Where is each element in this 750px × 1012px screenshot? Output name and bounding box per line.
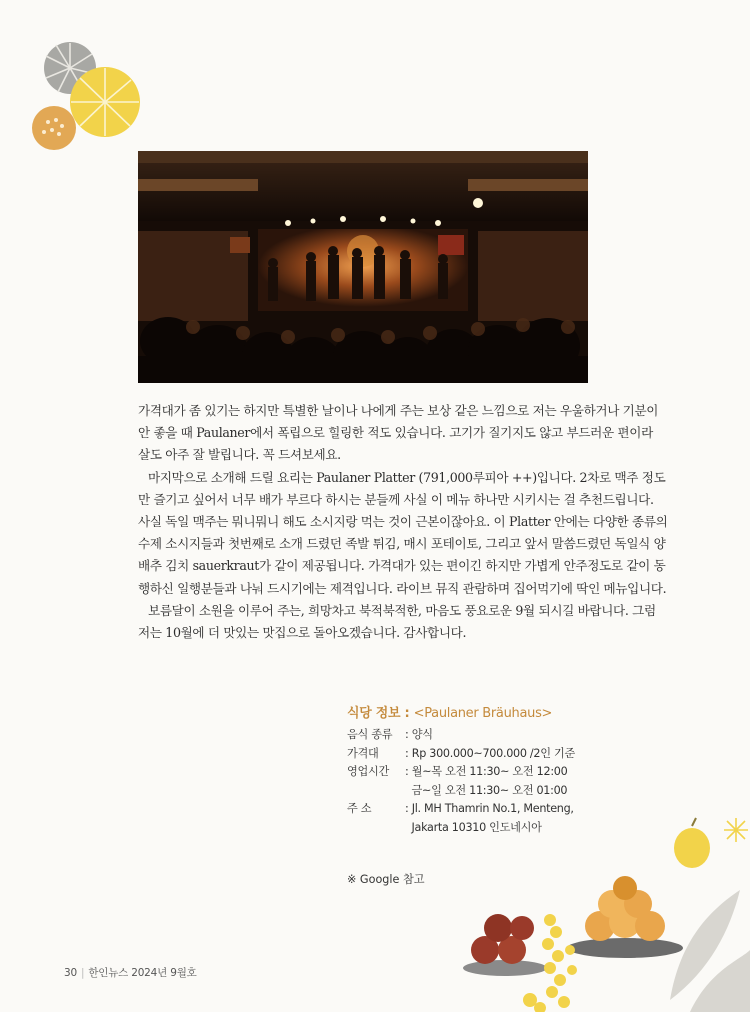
sausage-balls-icon — [463, 914, 547, 976]
page-number: 30 — [64, 967, 77, 979]
info-value: 금~일 오전 11:30~ 오전 01:00 — [405, 783, 568, 797]
info-value: : 월~목 오전 11:30~ 오전 12:00 — [405, 765, 568, 778]
page-footer — [64, 965, 197, 980]
leaf-icon — [670, 890, 750, 1012]
restaurant-info-title — [347, 702, 647, 721]
article-paragraph: 보름달이 소원을 이루어 주는, 희망차고 북적북적한, 마음도 풍요로운 9월 되시길 바랍니다. 그럼 저는 10월에 더 맛있는 맛집으로 돌아오겠습니다. 감사합니다. — [138, 602, 656, 641]
lemon-icon — [674, 818, 710, 868]
decorative-flowers-illustration — [28, 40, 148, 160]
info-row-cuisine — [347, 726, 647, 745]
footer-divider: | — [80, 967, 85, 979]
yellow-flower-icon — [70, 67, 140, 137]
restaurant-name: <Paulaner Bräuhaus> — [413, 706, 553, 721]
info-value: : 양식 — [405, 728, 433, 741]
article-body — [138, 400, 668, 644]
info-value: : Rp 300.000~700.000 /2인 기준 — [405, 746, 575, 760]
info-row-hours-weekend — [347, 782, 647, 801]
info-row-hours — [347, 763, 647, 782]
orange-flower-icon — [32, 106, 76, 150]
info-row-price — [347, 745, 647, 764]
article-paragraph: 마지막으로 소개해 드릴 요리는 Paulaner Platter (791,000루피아 ++)입니다. 2차로 맥주 정도만 즐기고 싶어서 너무 배가 부르다 하시는 분들께 사실 이 메뉴 하나만 시키시는 걸 추천드립니다. 사실 독일 맥주는 뭐니뭐니 해도 소시지랑 먹는 것이 근본이잖아요. 이 Platter 안에는 다양한 종류의 수제 소시지들과 첫번째로 소개 드렸던 족발 튀김, 매시 포테이토, 그리고 앞서 말씀드렸던 독일식 양배추 김치 sauerkraut가 같이 제공됩니다. 가격대가 있는 편이긴 하지만 가볍게 안주정도로 같이 동행하신 일행분들과 나눠 드시기에는 제격입니다. 라이브 뮤직 관람하며 집어먹기에 딱인 메뉴입니다. — [138, 469, 668, 596]
info-key: 주 소 — [347, 802, 372, 815]
info-value: : Jl. MH Thamrin No.1, Menteng, — [405, 802, 574, 815]
publication-title: 한인뉴스 2024년 9월호 — [88, 967, 197, 979]
info-key: 가격대 — [347, 746, 379, 760]
info-title-label: 식당 정보 : — [347, 706, 414, 721]
info-value: Jakarta 10310 인도네시아 — [405, 820, 542, 834]
info-key: 음식 종류 — [347, 728, 393, 741]
info-key: 영업시간 — [347, 765, 390, 778]
article-paragraph: 가격대가 좀 있기는 하지만 특별한 날이나 나에게 주는 보상 같은 느낌으로 저는 우울하거나 기분이 안 좋을 때 Paulaner에서 폭립으로 힐링한 적도 있습니다. 고기가 질기지도 않고 부드러운 편이라 살도 아주 잘 발립니다. 꼭 드셔보세요. — [138, 403, 659, 463]
food-illustration — [440, 800, 750, 1012]
info-key — [347, 819, 405, 838]
restaurant-live-music-photo — [138, 151, 588, 383]
sparkle-icon — [724, 818, 748, 842]
info-key — [347, 782, 405, 801]
potato-pile-icon — [567, 876, 683, 958]
source-note: ※ Google 참고 — [347, 873, 425, 886]
